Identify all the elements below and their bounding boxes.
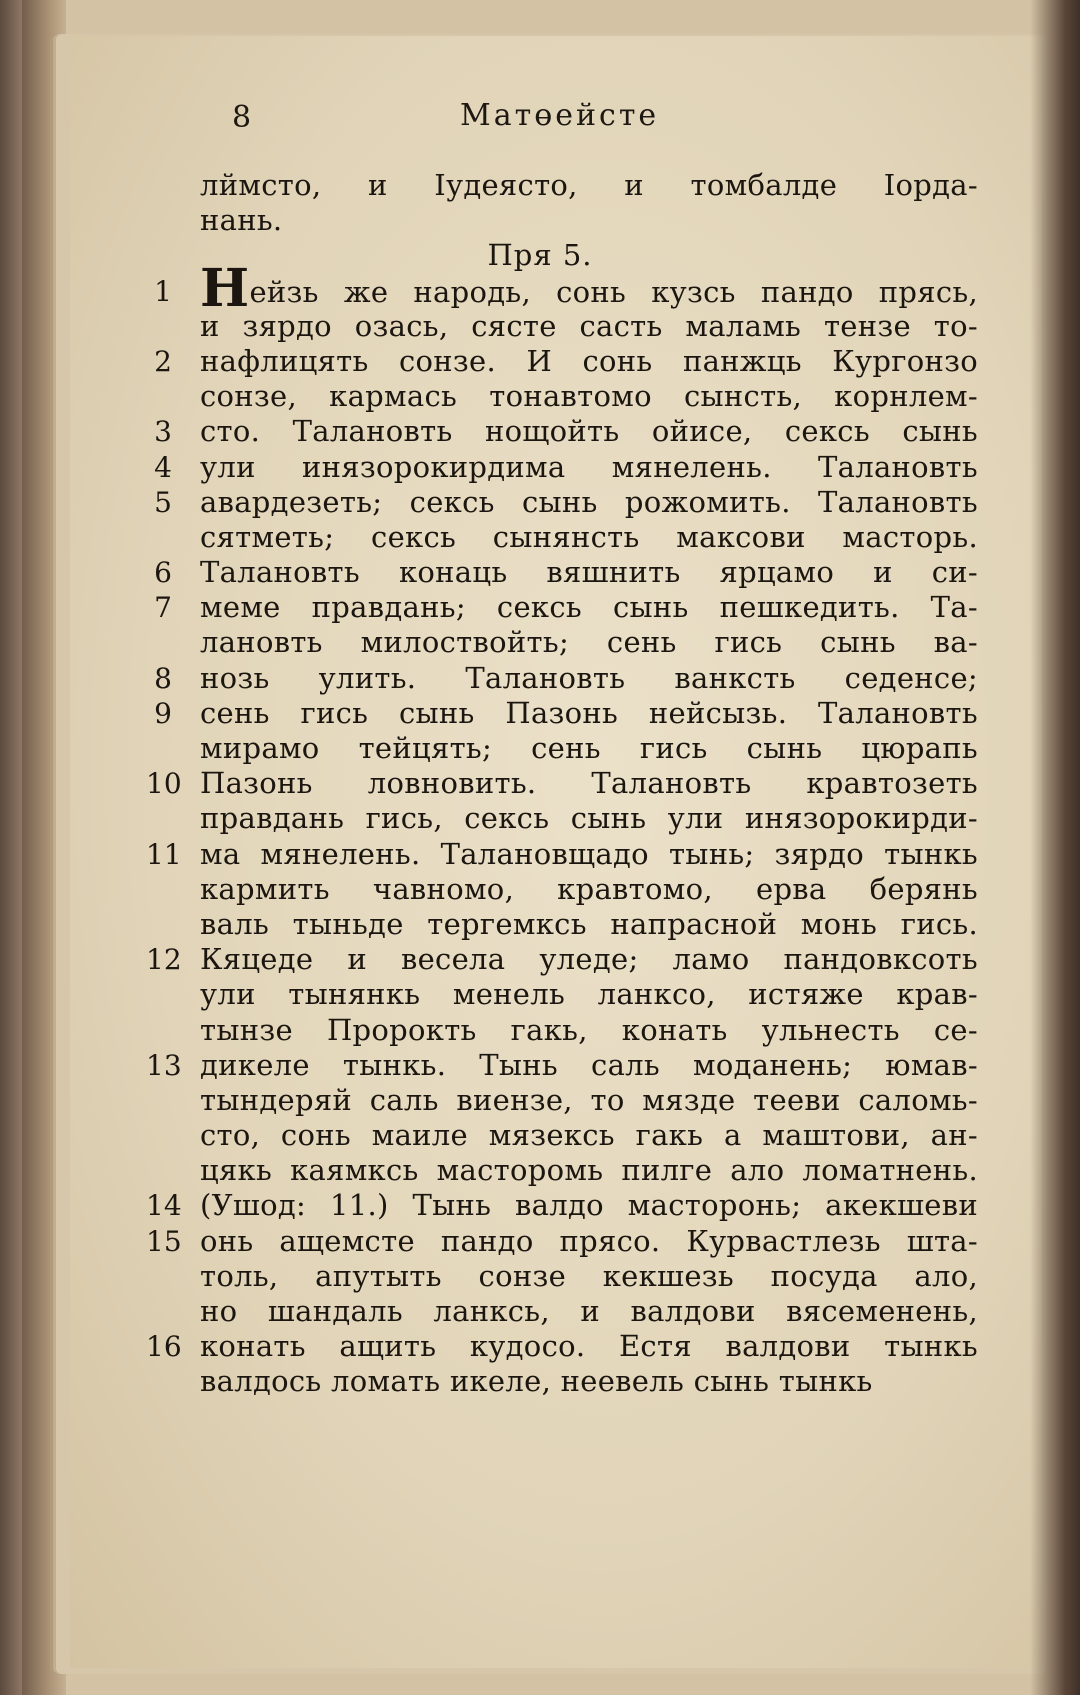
running-title: Матөейсте: [460, 98, 660, 133]
text-line: [0, 1118, 1080, 1153]
verse-number: 7: [154, 591, 172, 625]
line-text: и зярдо озась, сясте састь маламь тензе то-: [200, 308, 978, 343]
line-text: нозь улить. Талановть ванксть седенсе;: [200, 660, 978, 695]
text-line: [0, 731, 1080, 766]
drop-cap: Н: [200, 257, 250, 319]
line-text: сонзе, кармась тонавтомо сынсть, корнлем-: [200, 379, 978, 414]
text-line: [0, 766, 1080, 801]
text-line: [0, 907, 1080, 942]
line-text: тынзе Пророкть гакь, конать ульнесть се-: [200, 1012, 978, 1047]
text-line: [0, 379, 1080, 414]
text-line: [0, 520, 1080, 555]
text-line: [0, 696, 1080, 731]
line-text-rest: ейзь же народь, сонь кузсь пандо прясь,: [249, 274, 978, 309]
line-text: конать ащить кудосо. Естя валдови тынкь: [200, 1329, 978, 1364]
line-text: дикеле тынкь. Тынь саль моданень; юмав-: [200, 1047, 978, 1082]
line-text: меме правдань; сексь сынь пешкедить. Та-: [200, 590, 978, 625]
line-text: сто. Талановть нощойть ойисе, сексь сынь: [200, 414, 978, 449]
line-text: Кяцеде и весела уледе; ламо пандовксоть: [200, 942, 978, 977]
line-text: тындеряй саль виензе, то мязде тееви саломь-: [200, 1082, 978, 1117]
line-text: правдань гись, сексь сынь ули инязорокирди-: [200, 801, 978, 836]
text-line: [0, 1188, 1080, 1223]
line-text: сень гись сынь Пазонь нейсызь. Талановть: [200, 695, 978, 730]
text-line: [0, 837, 1080, 872]
page-header: [0, 92, 1080, 142]
verse-number: 12: [146, 943, 182, 977]
text-line: [0, 203, 1080, 238]
verse-number: 3: [154, 415, 172, 449]
line-text: валдось ломать икеле, неевель сынь тынкь: [200, 1364, 873, 1399]
verse-number: 6: [154, 556, 172, 590]
verse-number: 10: [146, 767, 182, 801]
text-line: [0, 801, 1080, 836]
verse-number: 2: [154, 344, 172, 378]
text-line: [0, 168, 1080, 203]
verse-number: 9: [154, 696, 172, 730]
text-line: [0, 590, 1080, 625]
chapter-heading-line: [0, 238, 1080, 273]
text-line: [0, 1329, 1080, 1364]
line-text: Пазонь ловновить. Талановть кравтозеть: [200, 766, 978, 801]
verse-number: 11: [146, 837, 182, 871]
text-line: [0, 1048, 1080, 1083]
line-text: Талановть конаць вяшнить ярцамо и си-: [200, 555, 978, 590]
line-text: нафлицять сонзе. И сонь панжць Кургонзо: [200, 343, 978, 378]
text-line: [0, 1259, 1080, 1294]
line-text: ули инязорокирдима мянелень. Талановть: [200, 449, 978, 484]
text-line: [0, 450, 1080, 485]
text-line: [0, 555, 1080, 590]
text-line: [0, 1083, 1080, 1118]
line-text: сто, сонь маиле мязексь гакь а маштови, ан-: [200, 1118, 978, 1153]
line-text: (Ушод: 11.) Тынь валдо масторонь; акекшеви: [200, 1188, 978, 1223]
line-text: авардезеть; сексь сынь рожомить. Талановть: [200, 484, 978, 519]
text-line: [0, 257, 1080, 319]
verse-number: 4: [154, 450, 172, 484]
line-text: валь тыньде тергемксь напрасной монь гись.: [200, 906, 978, 941]
text-body: [0, 168, 1080, 1400]
text-line: [0, 344, 1080, 379]
page-number: 8: [232, 100, 252, 135]
line-text: но шандаль ланксь, и валдови вясеменень,: [200, 1294, 978, 1328]
text-line: [0, 414, 1080, 449]
verse-number: 14: [146, 1189, 182, 1223]
text-line: [0, 942, 1080, 977]
text-line: [0, 1153, 1080, 1188]
line-text: ма мянелень. Талановщадо тынь; зярдо тынкь: [200, 836, 978, 871]
verse-number: 16: [146, 1330, 182, 1364]
chapter-heading: Пря 5.: [487, 238, 593, 273]
line-text: цякь каямксь масторомь пилге ало ломатнень.: [200, 1153, 978, 1188]
line-text: лймсто, и Іудеясто, и томбалде Іорда-: [200, 168, 978, 202]
line-text: лановть милоствойть; сень гись сынь ва-: [200, 625, 978, 660]
line-text: нань.: [200, 203, 283, 238]
text-line: [0, 485, 1080, 520]
text-line: [0, 661, 1080, 696]
verse-number: 1: [154, 274, 172, 308]
line-text: онь ащемсте пандо прясо. Курвастлезь шта-: [200, 1223, 978, 1258]
text-line: [0, 977, 1080, 1012]
verse-number: 8: [154, 661, 172, 695]
text-line: [0, 1224, 1080, 1259]
text-line: [0, 872, 1080, 907]
verse-number: 5: [154, 485, 172, 519]
line-text: мирамо тейцять; сень гись сынь цюрапь: [200, 731, 978, 765]
verse-number: 15: [146, 1224, 182, 1258]
text-line: [0, 1364, 1080, 1399]
text-line: [0, 1294, 1080, 1329]
verse-number: 13: [146, 1048, 182, 1082]
line-text: сятметь; сексь сынянсть максови масторь.: [200, 519, 978, 554]
line-text: толь, апутыть сонзе кекшезь посуда ало,: [200, 1258, 978, 1293]
line-text: [200, 257, 978, 319]
line-text: ули тынянкь менель ланксо, истяже крав-: [200, 977, 978, 1012]
line-text: кармить чавномо, кравтомо, ерва берянь: [200, 871, 978, 906]
text-line: [0, 309, 1080, 344]
text-line: [0, 625, 1080, 660]
text-line: [0, 1013, 1080, 1048]
